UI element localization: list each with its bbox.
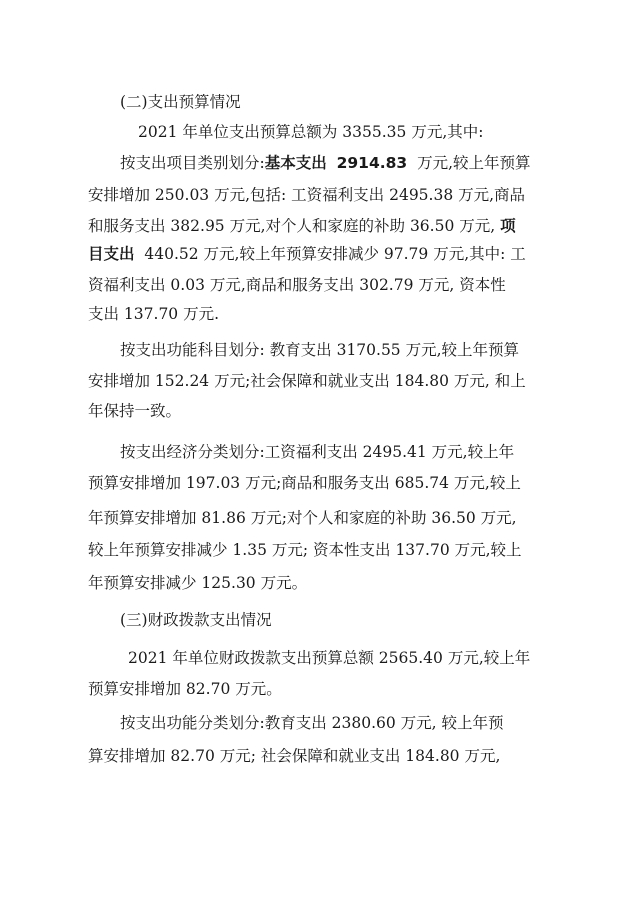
- paragraph-by-economic-line-4: 较上年预算安排减少 1.35 万元; 资本性支出 137.70 万元,较上: [88, 541, 522, 559]
- section-3-total-line-1: 2021 年单位财政拨款支出预算总额 2565.40 万元,较上年: [128, 649, 531, 667]
- section-2-total: 2021 年单位支出预算总额为 3355.35 万元,其中:: [138, 123, 484, 141]
- paragraph-by-economic-line-3: 年预算安排增加 81.86 万元;对个人和家庭的补助 36.50 万元,: [88, 509, 517, 527]
- paragraph-by-function-line-2: 安排增加 152.24 万元;社会保障和就业支出 184.80 万元, 和上: [88, 372, 526, 390]
- text-by-project-l3: 和服务支出 382.95 万元,对个人和家庭的补助 36.50 万元,: [88, 217, 496, 235]
- text-by-project-suffix: 万元,较上年预算: [417, 154, 531, 172]
- paragraph-by-project-line-1: [120, 152, 590, 174]
- paragraph-by-project-line-4: [88, 243, 558, 265]
- section-3-by-function-line-2: 算安排增加 82.70 万元; 社会保障和就业支出 184.80 万元,: [88, 747, 501, 765]
- paragraph-by-economic-line-1: 按支出经济分类划分:工资福利支出 2495.41 万元,较上年: [120, 443, 515, 461]
- bold-project-label-part-1: 项: [500, 217, 516, 235]
- text-by-project-prefix: 按支出项目类别划分:: [120, 154, 265, 172]
- paragraph-by-function-line-1: 按支出功能科目划分: 教育支出 3170.55 万元,较上年预算: [120, 341, 520, 359]
- section-3-by-function-line-1: 按支出功能分类划分:教育支出 2380.60 万元, 较上年预: [120, 714, 504, 732]
- paragraph-by-project-line-6: 支出 137.70 万元.: [88, 305, 220, 323]
- paragraph-by-project-line-2: 安排增加 250.03 万元,包括: 工资福利支出 2495.38 万元,商品: [88, 186, 526, 204]
- bold-basic-expenditure-value: 2914.83: [336, 154, 408, 172]
- paragraph-by-economic-line-2: 预算安排增加 197.03 万元;商品和服务支出 685.74 万元,较上: [88, 474, 521, 492]
- paragraph-by-project-line-5: 资福利支出 0.03 万元,商品和服务支出 302.79 万元, 资本性: [88, 276, 506, 294]
- section-3-total-line-2: 预算安排增加 82.70 万元。: [88, 680, 282, 698]
- paragraph-by-economic-line-5: 年预算安排减少 125.30 万元。: [88, 574, 308, 592]
- section-2-heading: (二)支出预算情况: [120, 93, 241, 111]
- paragraph-by-project-line-3: [88, 215, 558, 237]
- section-3-heading: (三)财政拨款支出情况: [120, 611, 272, 629]
- text-by-project-l4: 440.52 万元,较上年预算安排减少 97.79 万元,其中: 工: [144, 245, 526, 263]
- bold-project-label-part-2: 目支出: [88, 245, 135, 263]
- bold-basic-expenditure-label: 基本支出: [264, 154, 327, 172]
- paragraph-by-function-line-3: 年保持一致。: [88, 402, 182, 420]
